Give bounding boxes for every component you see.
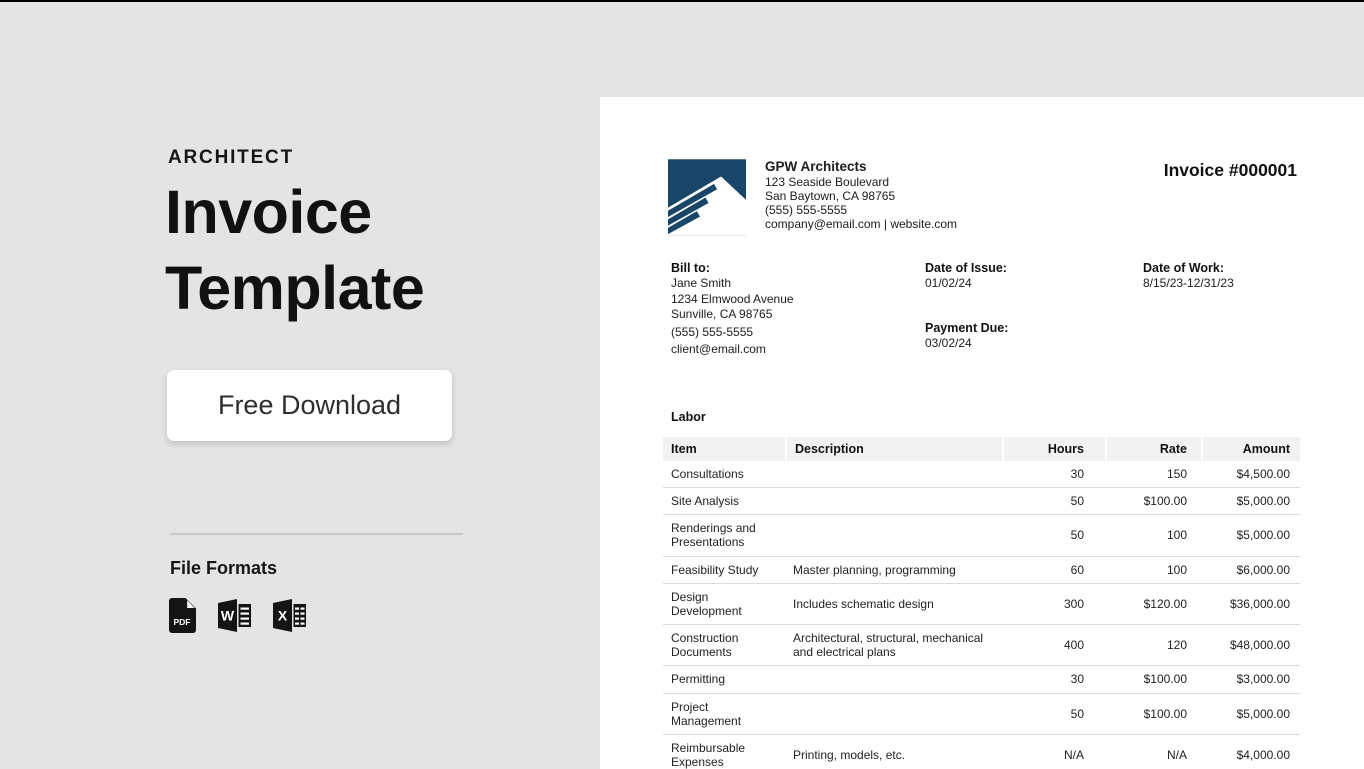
word-file-icon [216,597,253,634]
table-cell: 30 [1002,666,1105,693]
company-phone: (555) 555-5555 [765,203,848,217]
company-address-line1: 123 Seaside Boulevard [765,175,890,189]
company-info-block [765,159,957,231]
table-cell: 100 [1105,557,1201,584]
table-cell: N/A [1105,735,1201,769]
table-cell: 300 [1002,584,1105,625]
table-row [663,584,1300,625]
column-header: Item [663,437,785,461]
table-cell: Project Management [663,694,785,735]
table-cell: $3,000.00 [1201,666,1300,693]
table-cell: $5,000.00 [1201,488,1300,515]
table-cell: $6,000.00 [1201,557,1300,584]
table-cell: Master planning, programming [785,557,1002,584]
table-cell: Site Analysis [663,488,785,515]
table-cell: 100 [1105,515,1201,556]
pdf-file-icon [168,597,198,634]
table-cell: Permitting [663,666,785,693]
client-name: Jane Smith [671,276,732,290]
date-of-work-label: Date of Work: [1143,261,1225,275]
column-header: Rate [1105,437,1201,461]
free-download-button[interactable]: Free Download [167,370,452,441]
company-name: GPW Architects [765,159,867,174]
client-email: client@email.com [671,342,766,356]
invoice-number: Invoice #000001 [1163,160,1297,180]
page-title-line1: Invoice [165,178,372,246]
payment-due-block [925,320,1008,351]
table-cell: Renderings and Presentations [663,515,785,556]
payment-due-label: Payment Due: [925,321,1009,335]
table-cell: $120.00 [1105,584,1201,625]
svg-text:W: W [220,607,235,624]
table-cell: $48,000.00 [1201,625,1300,666]
date-of-issue-label: Date of Issue: [925,261,1007,275]
table-cell [785,515,1002,556]
date-of-issue-value: 01/02/24 [925,276,972,290]
table-cell: 50 [1002,515,1105,556]
table-cell: Feasibility Study [663,557,785,584]
table-cell: Design Development [663,584,785,625]
page-title-line2: Template [165,254,425,322]
client-phone: (555) 555-5555 [671,324,754,339]
table-cell: 150 [1105,461,1201,488]
bill-to-label: Bill to: [671,261,710,275]
table-row [663,557,1300,584]
table-cell: $100.00 [1105,488,1201,515]
table-cell [785,461,1002,488]
client-address-line1: 1234 Elmwood Avenue [671,291,794,306]
svg-text:X: X [277,607,288,624]
table-cell: 120 [1105,625,1201,666]
file-formats-label: File Formats [170,558,278,578]
file-format-icons [168,597,308,634]
table-row [663,515,1300,556]
table-cell: Construction Documents [663,625,785,666]
date-of-issue-block [925,260,1007,291]
table-cell [785,488,1002,515]
table-cell: Printing, models, etc. [785,735,1002,769]
page-title [165,174,495,326]
table-cell: $36,000.00 [1201,584,1300,625]
table-row [663,488,1300,515]
company-logo [668,159,746,236]
svg-text:PDF: PDF [173,617,191,627]
table-cell: 30 [1002,461,1105,488]
table-row [663,694,1300,735]
table-cell: $5,000.00 [1201,694,1300,735]
table-cell: $4,000.00 [1201,735,1300,769]
excel-file-icon [271,597,308,634]
table-row [663,735,1300,769]
table-cell: 50 [1002,488,1105,515]
bill-to-block [671,260,794,358]
table-cell: $100.00 [1105,694,1201,735]
column-header: Amount [1201,437,1300,461]
table-cell: Architectural, structural, mechanical and electrical plans [785,625,1002,666]
table-row [663,461,1300,488]
labor-table [663,437,1300,769]
table-cell: $5,000.00 [1201,515,1300,556]
column-header: Hours [1002,437,1105,461]
table-cell: Consultations [663,461,785,488]
labor-section-label: Labor [671,410,706,424]
column-header: Description [785,437,1002,461]
table-cell: 50 [1002,694,1105,735]
client-address-line2: Sunville, CA 98765 [671,307,773,321]
company-address-line2: San Baytown, CA 98765 [765,189,896,203]
table-cell: Includes schematic design [785,584,1002,625]
table-cell: $4,500.00 [1201,461,1300,488]
company-contact: company@email.com | website.com [765,217,958,231]
table-cell [785,666,1002,693]
table-row [663,666,1300,693]
table-cell [785,694,1002,735]
date-of-work-value: 8/15/23-12/31/23 [1143,276,1234,290]
promo-panel [0,0,600,769]
table-cell: N/A [1002,735,1105,769]
invoice-preview-page [600,97,1364,769]
date-of-work-block [1143,260,1234,291]
divider-line [170,533,463,535]
category-eyebrow: ARCHITECT [168,147,294,168]
table-row [663,625,1300,666]
table-cell: $100.00 [1105,666,1201,693]
payment-due-value: 03/02/24 [925,336,972,350]
labor-table-body [663,461,1300,769]
table-cell: 400 [1002,625,1105,666]
table-cell: 60 [1002,557,1105,584]
table-cell: Reimbursable Expenses [663,735,785,769]
labor-table-header-row [663,437,1300,461]
